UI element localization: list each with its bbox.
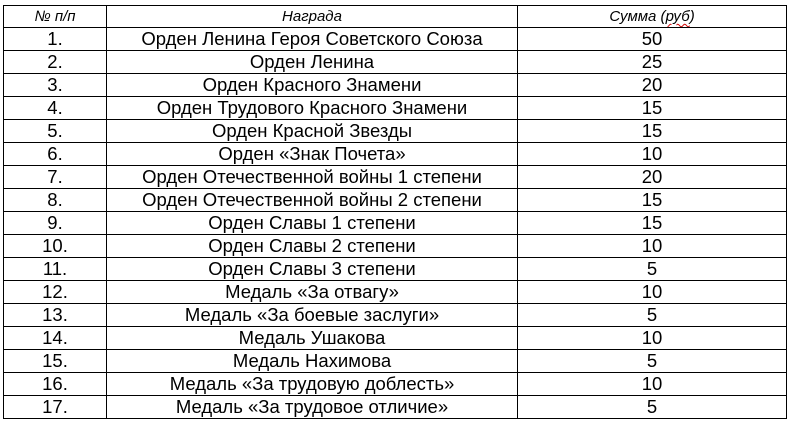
header-row bbox=[4, 6, 787, 28]
header-award: Награда bbox=[107, 6, 518, 28]
row-num: 2. bbox=[4, 51, 107, 74]
row-num: 13. bbox=[4, 304, 107, 327]
row-sum: 10 bbox=[518, 281, 787, 304]
header-sum-prefix: Сумма ( bbox=[609, 8, 666, 25]
table-row bbox=[4, 350, 787, 373]
header-sum-unit: руб bbox=[665, 8, 690, 25]
row-sum: 10 bbox=[518, 327, 787, 350]
row-sum: 10 bbox=[518, 235, 787, 258]
row-num: 8. bbox=[4, 189, 107, 212]
row-num: 6. bbox=[4, 143, 107, 166]
row-num: 1. bbox=[4, 28, 107, 51]
row-num: 4. bbox=[4, 97, 107, 120]
row-num: 7. bbox=[4, 166, 107, 189]
row-award: Орден Трудового Красного Знамени bbox=[107, 97, 518, 120]
table-row bbox=[4, 189, 787, 212]
table-row bbox=[4, 74, 787, 97]
row-award: Медаль «За отвагу» bbox=[107, 281, 518, 304]
row-sum: 15 bbox=[518, 189, 787, 212]
table-row bbox=[4, 120, 787, 143]
table-row bbox=[4, 166, 787, 189]
table-row bbox=[4, 97, 787, 120]
table-row bbox=[4, 212, 787, 235]
row-award: Орден Отечественной войны 2 степени bbox=[107, 189, 518, 212]
row-award: Орден Ленина Героя Советского Союза bbox=[107, 28, 518, 51]
row-sum: 5 bbox=[518, 304, 787, 327]
table-row bbox=[4, 373, 787, 396]
row-sum: 50 bbox=[518, 28, 787, 51]
row-award: Орден Славы 1 степени bbox=[107, 212, 518, 235]
row-sum: 5 bbox=[518, 258, 787, 281]
row-award: Орден Славы 2 степени bbox=[107, 235, 518, 258]
row-sum: 15 bbox=[518, 97, 787, 120]
table-row bbox=[4, 51, 787, 74]
row-sum: 5 bbox=[518, 350, 787, 373]
row-num: 3. bbox=[4, 74, 107, 97]
row-num: 10. bbox=[4, 235, 107, 258]
table-row bbox=[4, 327, 787, 350]
header-sum bbox=[518, 6, 787, 28]
table-row bbox=[4, 304, 787, 327]
row-num: 14. bbox=[4, 327, 107, 350]
row-sum: 10 bbox=[518, 143, 787, 166]
row-award: Орден Красного Знамени bbox=[107, 74, 518, 97]
row-num: 9. bbox=[4, 212, 107, 235]
row-num: 16. bbox=[4, 373, 107, 396]
row-num: 12. bbox=[4, 281, 107, 304]
row-sum: 5 bbox=[518, 396, 787, 419]
row-num: 15. bbox=[4, 350, 107, 373]
row-sum: 20 bbox=[518, 166, 787, 189]
table-row bbox=[4, 258, 787, 281]
row-sum: 15 bbox=[518, 212, 787, 235]
row-sum: 10 bbox=[518, 373, 787, 396]
row-award: Медаль «За трудовое отличие» bbox=[107, 396, 518, 419]
row-award: Медаль «За трудовую доблесть» bbox=[107, 373, 518, 396]
header-num: № п/п bbox=[4, 6, 107, 28]
row-award: Орден Красной Звезды bbox=[107, 120, 518, 143]
header-sum-suffix: ) bbox=[689, 8, 695, 25]
row-num: 17. bbox=[4, 396, 107, 419]
row-num: 11. bbox=[4, 258, 107, 281]
table-row bbox=[4, 28, 787, 51]
row-sum: 20 bbox=[518, 74, 787, 97]
table-row bbox=[4, 235, 787, 258]
row-award: Орден Славы 3 степени bbox=[107, 258, 518, 281]
row-award: Медаль Нахимова bbox=[107, 350, 518, 373]
row-award: Орден «Знак Почета» bbox=[107, 143, 518, 166]
table-row bbox=[4, 281, 787, 304]
table-row bbox=[4, 143, 787, 166]
awards-table bbox=[3, 5, 787, 419]
row-sum: 15 bbox=[518, 120, 787, 143]
row-num: 5. bbox=[4, 120, 107, 143]
row-award: Медаль Ушакова bbox=[107, 327, 518, 350]
row-award: Орден Отечественной войны 1 степени bbox=[107, 166, 518, 189]
row-award: Медаль «За боевые заслуги» bbox=[107, 304, 518, 327]
row-award: Орден Ленина bbox=[107, 51, 518, 74]
row-sum: 25 bbox=[518, 51, 787, 74]
table-row bbox=[4, 396, 787, 419]
